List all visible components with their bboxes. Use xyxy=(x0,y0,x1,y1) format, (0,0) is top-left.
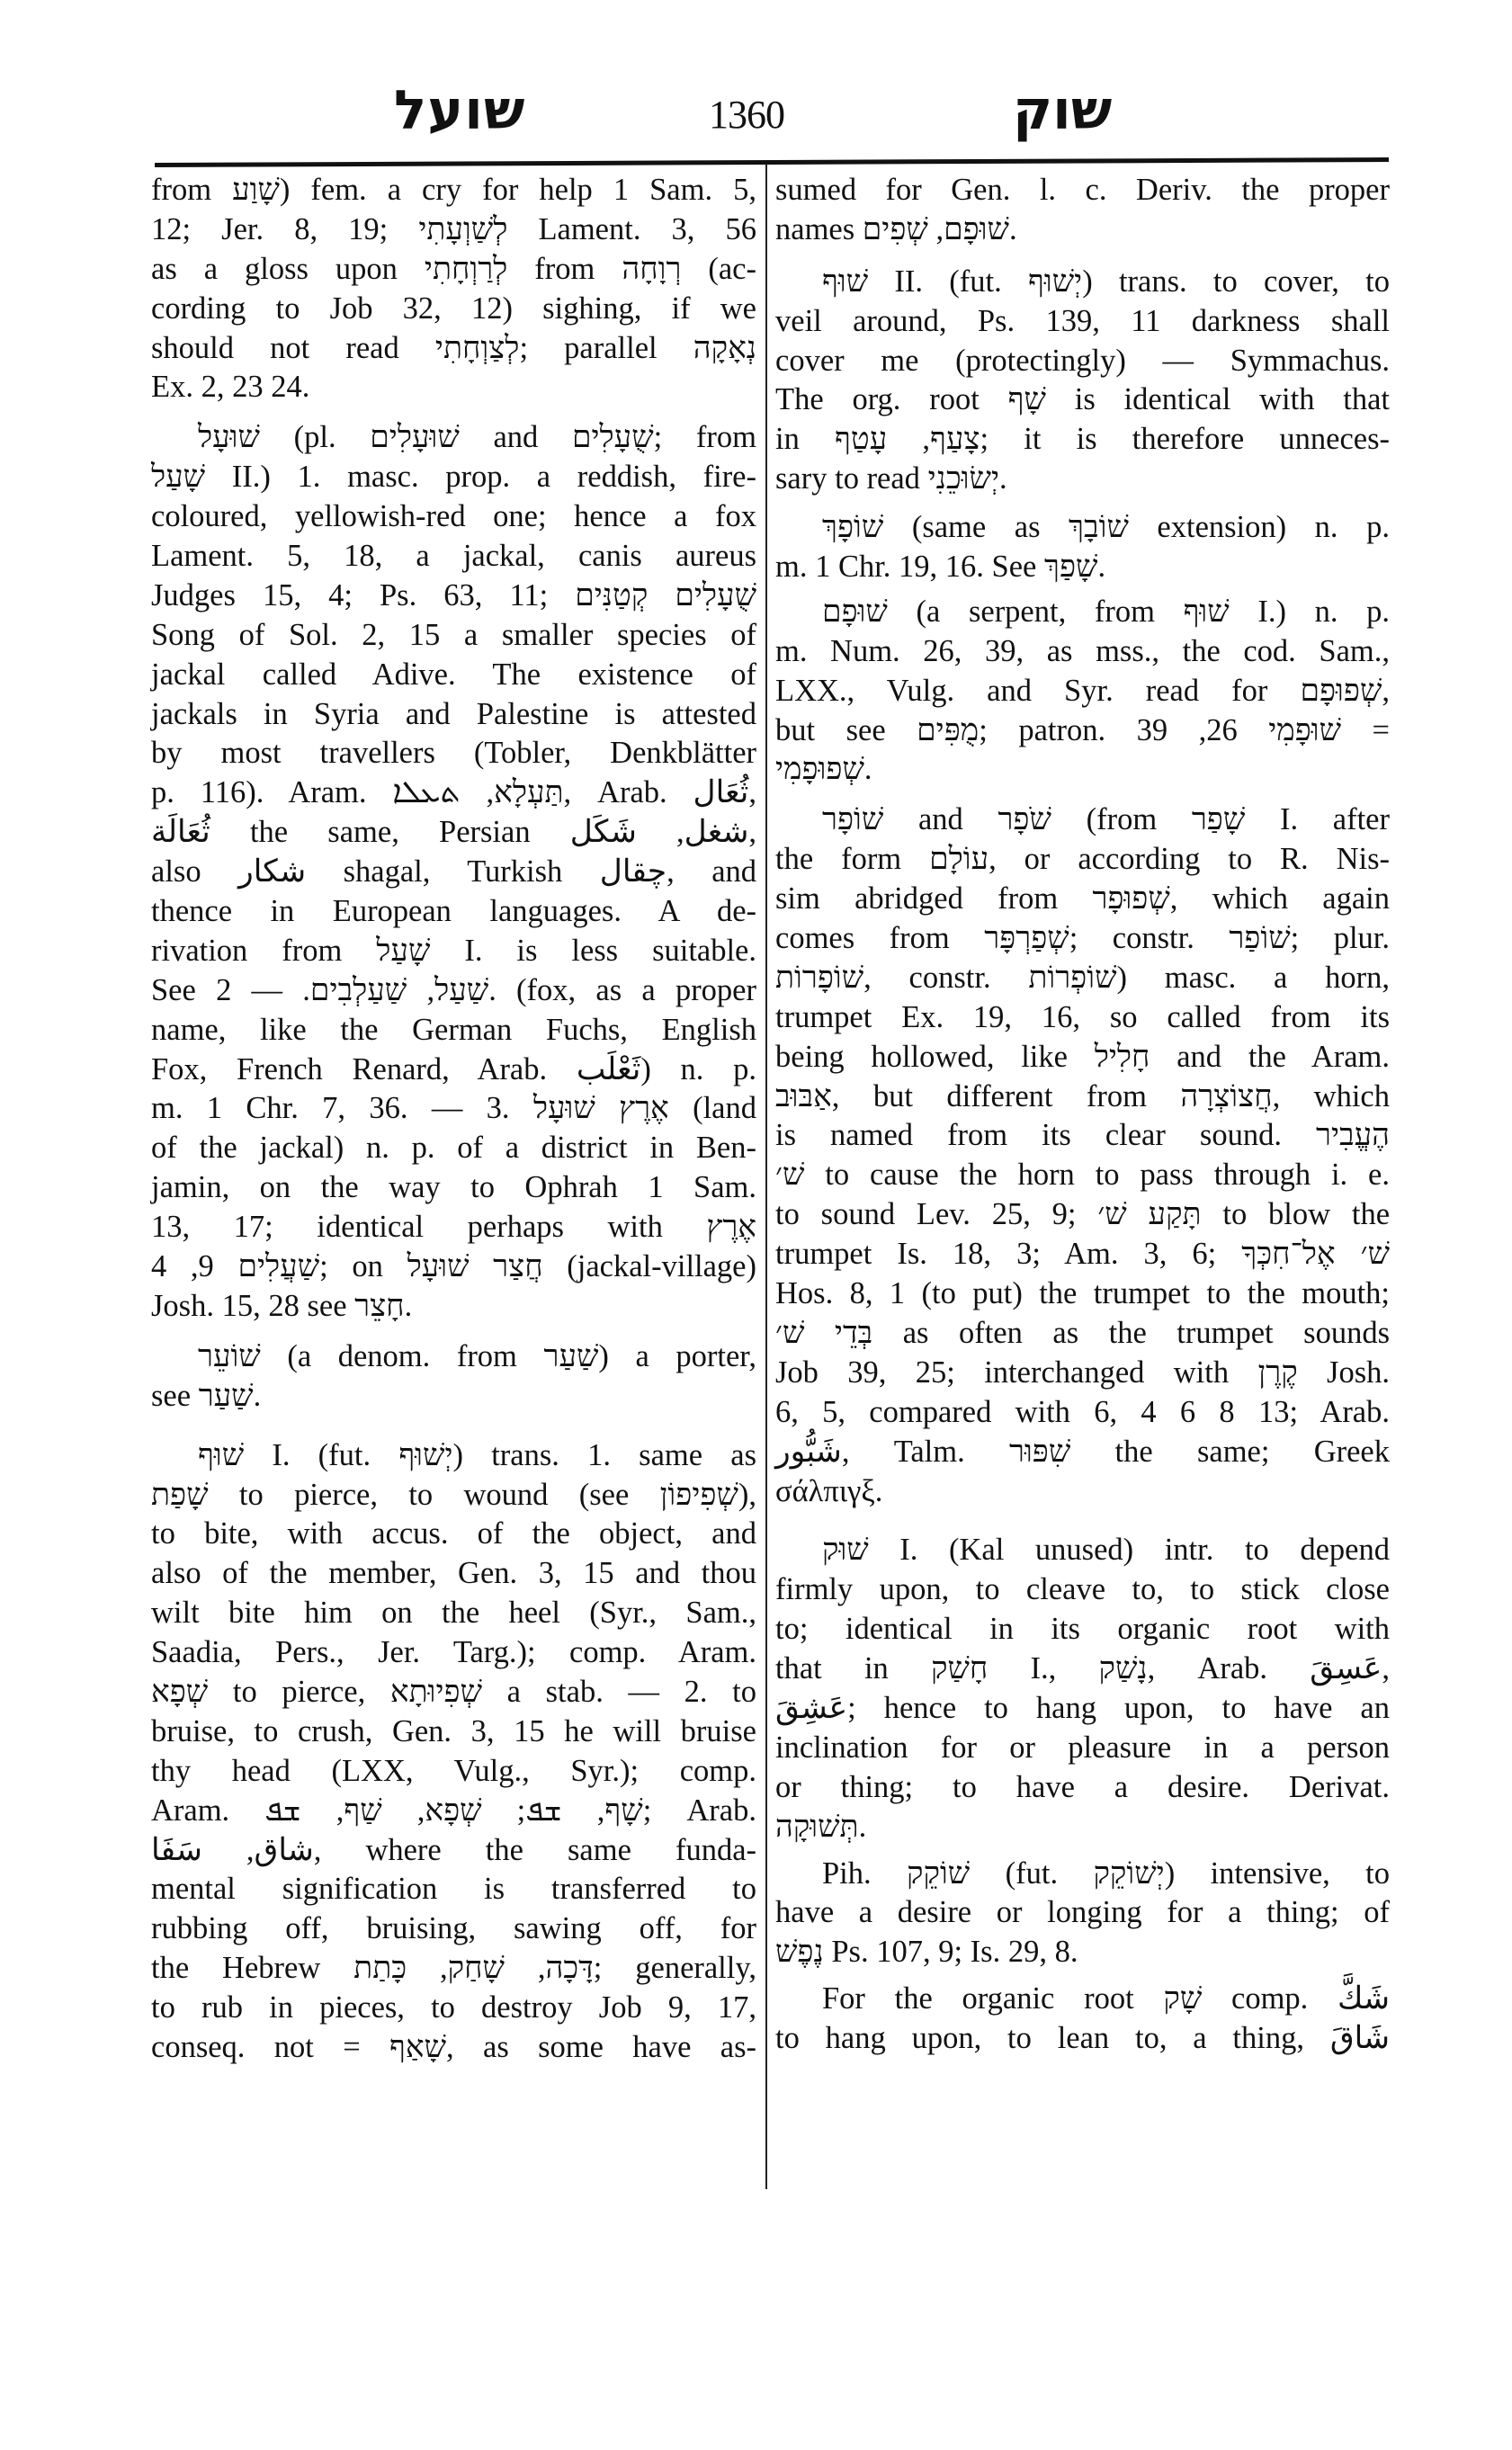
text-line: Lament. 5, 18, a jackal, canis aureus xyxy=(151,539,756,574)
text-line: have a desire or longing for a thing; of xyxy=(775,1895,1390,1930)
text-line: to hang upon, to lean to, a thing, شَاقَ xyxy=(775,2021,1390,2056)
text-line: Job 39, 25; interchanged with קֶרֶן Josh. xyxy=(775,1355,1390,1390)
text-line: to; identical in its organic root with xyxy=(775,1612,1390,1647)
text-line: p. 116). Aram. תַּעְלָא, ܬܥܠܐ, Arab. ثُعَال, xyxy=(151,775,756,810)
text-line: cover me (protectingly) — Symmachus. xyxy=(775,343,1390,378)
text-line: the Hebrew דָּכָה, שָׁחַק, כָּתַת; generally, xyxy=(151,1951,756,1986)
text-line: mental signification is transferred to xyxy=(151,1872,756,1907)
text-line: שׁ׳ to cause the horn to pass through i. e. xyxy=(775,1158,1390,1193)
text-line: LXX., Vulg. and Syr. read for שְׁפוּפָם, xyxy=(775,673,1390,708)
running-head-right: שוק xyxy=(1013,79,1113,142)
text-line: The org. root שָׁף is identical with that xyxy=(775,382,1391,417)
right-column xyxy=(775,171,1390,2059)
text-line: שׁוֹפָרוֹת, constr. שׁוֹפְרוֹת) masc. a horn, xyxy=(775,960,1390,995)
entry-headword-line: שׁוּק I. (Kal unused) intr. to depend xyxy=(822,1533,1390,1568)
text-line: to sound Lev. 25, 9; תָּקַע שׁ׳ to blow the xyxy=(775,1197,1391,1232)
header-rule xyxy=(155,157,1389,167)
text-line: inclination for or pleasure in a person xyxy=(775,1730,1390,1765)
text-line: Saadia, Pers., Jer. Targ.); comp. Aram. xyxy=(151,1635,756,1670)
entry-headword-line: שׁוּפָם (a serpent, from שׁוּף I.) n. p. xyxy=(822,594,1390,629)
text-line: sary to read יְשׂוּכֵנִי. xyxy=(775,461,1007,496)
text-line: is named from its clear sound. הֶעֱבִיר xyxy=(775,1118,1390,1153)
text-line: also شكار shagal, Turkish چقال, and xyxy=(151,854,757,890)
text-line: m. 1 Chr. 19, 16. See שָׁפַךְ. xyxy=(775,550,1106,585)
text-line: should not read לְצַוְחָתִי; parallel נְאָקָה xyxy=(151,330,756,365)
entry-headword-line: For the organic root שָׁק comp. شَكَّ xyxy=(822,1981,1390,2016)
text-line: jamin, on the way to Ophrah 1 Sam. xyxy=(151,1170,756,1205)
running-head-left: שועל xyxy=(394,79,526,142)
entry-headword-line: שׁוֹפָךְ (same as שׁוֹבָךְ extension) n. p. xyxy=(822,510,1390,545)
page-number: 1360 xyxy=(709,93,784,137)
text-line: bruise, to crush, Gen. 3, 15 he will bruise xyxy=(151,1713,756,1748)
text-line: cording to Job 32, 12) sighing, if we xyxy=(151,291,756,326)
entry-headword-line: Pih. שׁוֹקֵק (fut. יְשׁוֹקֵק) intensive, to xyxy=(822,1855,1390,1891)
text-line: אַבּוּב, but different from חֲצוֹצְרָה, which xyxy=(775,1078,1390,1113)
text-line: jackals in Syria and Palestine is attested xyxy=(151,696,756,731)
text-line: ثُعَالَة the same, Persian شغل, شَكَل, xyxy=(151,815,756,850)
text-line: m. Num. 26, 39, as mss., the cod. Sam., xyxy=(775,633,1390,668)
text-line: 6, 5, compared with 6, 4 6 8 13; Arab. xyxy=(775,1394,1390,1429)
text-line: trumpet Is. 18, 3; Am. 3, 6; שׁ׳ אֶל־חִכְּךָ xyxy=(775,1237,1390,1272)
text-line: שְׁפוּפָמִי. xyxy=(775,752,872,787)
text-line: See שַׁעַל, שַׁעַלְבִים. — 2. (fox, as a proper xyxy=(151,972,756,1007)
text-line: σάλπιγξ. xyxy=(775,1473,883,1508)
text-line: or thing; to have a desire. Derivat. xyxy=(775,1769,1390,1804)
text-line: of the jackal) n. p. of a district in Ben- xyxy=(151,1131,756,1166)
text-line: trumpet Ex. 19, 16, so called from its xyxy=(775,999,1390,1034)
text-line: thence in European languages. A de- xyxy=(151,894,756,929)
text-line: firmly upon, to cleave to, to stick close xyxy=(775,1572,1390,1607)
entry-headword-line: שׁוֹפָר and שֹׁפָר (from שָׁפַר I. after xyxy=(822,802,1390,837)
text-line: name, like the German Fuchs, English xyxy=(151,1012,756,1047)
text-line: comes from שְׁפַרְפָּר; constr. שׁוֹפַר; plur. xyxy=(775,921,1391,956)
text-line: wilt bite him on the heel (Syr., Sam., xyxy=(151,1596,756,1631)
text-line: שְׁפָא to pierce, שְׁפִיוּתָא a stab. — 2. to xyxy=(151,1674,756,1709)
text-line: 13, 17; identical perhaps with אֶרֶץ xyxy=(151,1210,756,1245)
text-line: Fox, French Renard, Arab. ثَعْلَب) n. p. xyxy=(151,1051,756,1086)
text-line: m. 1 Chr. 7, 36. — 3. אֶרֶץ שׁוּעָל (land xyxy=(151,1091,756,1126)
text-line: Ex. 2, 23 24. xyxy=(151,370,310,405)
page-header xyxy=(151,74,1391,156)
text-line: the form עוֹלָם, or according to R. Nis- xyxy=(775,842,1391,877)
entry-headword-line: שׁוּף I. (fut. יְשׁוּף) trans. 1. same as xyxy=(198,1437,756,1472)
text-line: שַׁעֲלִים 9, 4; on חֲצַר שׁוּעָל (jackal-village) xyxy=(151,1249,756,1284)
text-line: but see מֻפִּים; patron. שׁוּפָמִי 26, 39 = xyxy=(775,712,1390,747)
entry-headword-line: שׁוּעָל (pl. שׁוּעָלִים and שֻׁעָלִים; from xyxy=(198,420,756,455)
text-line: sim abridged from שְׁפוּפָר, which again xyxy=(775,881,1390,917)
text-line: also of the member, Gen. 3, 15 and thou xyxy=(151,1556,756,1591)
text-line: شاق, سَفَا, where the same funda- xyxy=(151,1832,756,1867)
text-line: Aram. שָׁף, ܫܦ; שְׁפָא, שַׁף, ܫܦ; Arab. xyxy=(151,1793,756,1828)
text-line: Song of Sol. 2, 15 a smaller species of xyxy=(151,617,756,652)
text-line: عَشِقَ; hence to hang upon, to have an xyxy=(775,1690,1390,1725)
text-line: from שָׁוַע) fem. a cry for help 1 Sam. 5, xyxy=(151,173,756,207)
text-line: jackal called Adive. The existence of xyxy=(151,657,756,692)
text-line: thy head (LXX, Vulg., Syr.); comp. xyxy=(151,1753,756,1788)
text-line: being hollowed, like חָלִיל and the Aram. xyxy=(775,1039,1391,1074)
text-line: rivation from שָׁעַל I. is less suitable. xyxy=(151,933,756,968)
text-line: to rub in pieces, to destroy Job 9, 17, xyxy=(151,1990,756,2025)
text-line: names שׁוּפָם, שְׁפִים. xyxy=(775,211,1017,246)
text-line: conseq. not = שָׁאַף, as some have as- xyxy=(151,2029,756,2064)
text-line: Josh. 15, 28 see חָצֵר. xyxy=(151,1288,413,1323)
text-line: in צָעַף, עָטַף; it is therefore unneces- xyxy=(775,422,1390,457)
text-line: שָׁפַת to pierce, to wound (see שְׁפִיפוֹן), xyxy=(151,1477,756,1512)
text-line: תְּשׁוּקָה. xyxy=(775,1809,867,1844)
text-line: שָׁעַל II.) 1. masc. prop. a reddish, fire- xyxy=(151,460,756,495)
entry-headword-line: שׁוּף II. (fut. יְשׁוּף) trans. to cover, to xyxy=(822,264,1390,299)
text-line: בְּדֵי שׁ׳ as often as the trumpet sounds xyxy=(775,1315,1390,1350)
text-line: as a gloss upon לְרַוְחָתִי from רְוָחָה (ac- xyxy=(151,251,756,286)
text-line: coloured, yellowish-red one; hence a fox xyxy=(151,499,756,534)
text-line: sumed for Gen. l. c. Deriv. the proper xyxy=(775,173,1390,207)
text-line: Hos. 8, 1 (to put) the trumpet to the mouth; xyxy=(775,1276,1390,1311)
text-line: to bite, with accus. of the object, and xyxy=(151,1516,756,1551)
text-line: נֶפֶשׁ Ps. 107, 9; Is. 29, 8. xyxy=(775,1935,1078,1970)
text-line: by most travellers (Tobler, Denkblätter xyxy=(151,736,756,771)
entry-headword-line: שׁוֹעֵר (a denom. from שַׁעַר) a porter, xyxy=(198,1338,757,1373)
text-line: rubbing off, bruising, sawing off, for xyxy=(151,1911,756,1946)
text-line: شَبُّور, Talm. שִׁפּוּר the same; Greek xyxy=(775,1434,1390,1469)
column-divider xyxy=(765,164,767,2189)
left-column xyxy=(151,171,756,2068)
text-line: veil around, Ps. 139, 11 darkness shall xyxy=(775,303,1390,338)
text-line: that in חָשַׁק I., נָשַׁק, Arab. عَسِقَ, xyxy=(775,1651,1390,1686)
text-line: Judges 15, 4; Ps. 63, 11; שֻׁעָלִים קְטַנִּים xyxy=(151,577,757,612)
text-line: 12; Jer. 8, 19; לְשַׁוְעָתִי Lament. 3, 56 xyxy=(151,211,756,246)
text-line: see שַׁעַר. xyxy=(151,1378,262,1413)
